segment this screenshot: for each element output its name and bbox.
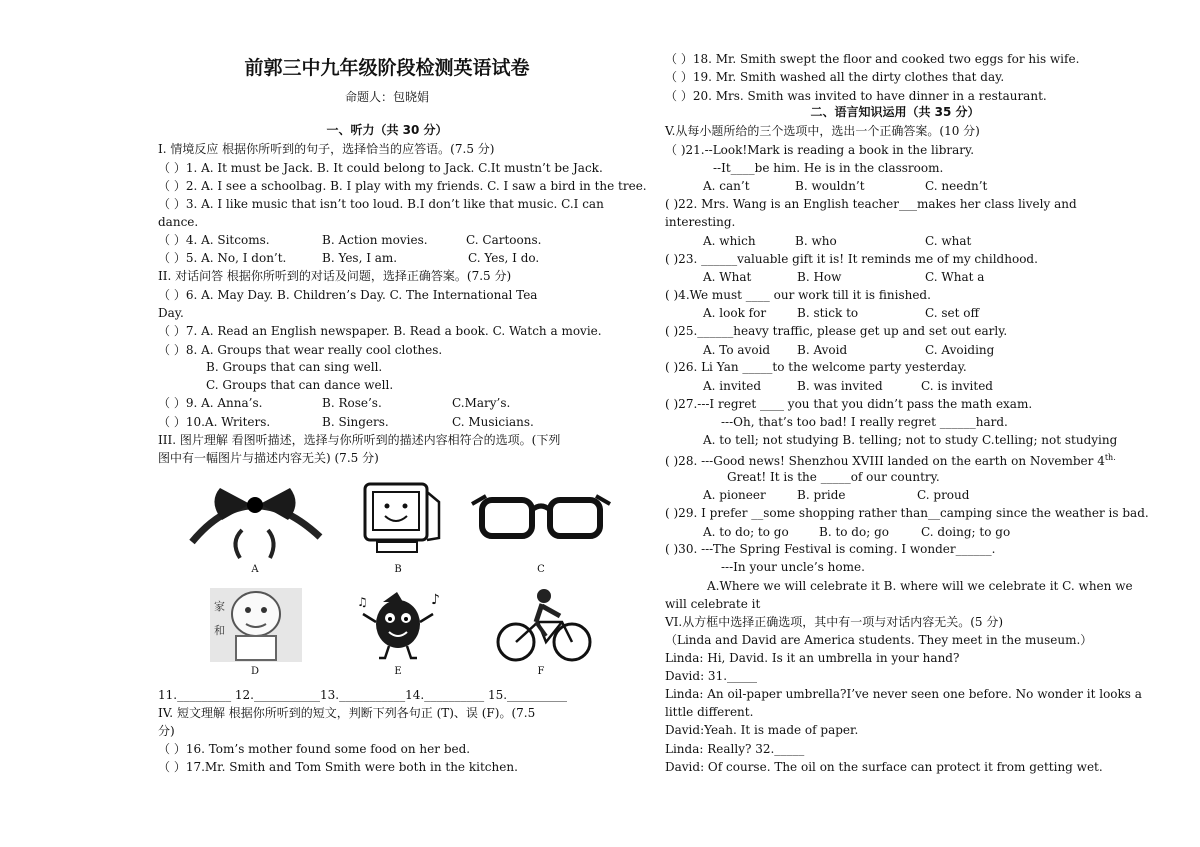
question-18: （ ）18. Mr. Smith swept the floor and cooked two eggs for his wife. [665, 52, 1080, 66]
section4-heading: IV. 短文理解 根据你所听到的短文，判断下列各句正 (T)、误 (F)。(7.5 [158, 706, 536, 720]
question-30-options-cont: will celebrate it [665, 597, 761, 611]
question-28: ( )28. ---Good news! Shenzhou XVIII landed on the earth on November $4^{th.}$ [665, 453, 1116, 468]
question-8-option-b: B. Groups that can sing well. [206, 360, 383, 374]
section1-heading: I. 情境反应 根据你所听到的句子，选择恰当的应答语。(7.5 分) [158, 142, 495, 156]
question-22: ( )22. Mrs. Wang is an English teacher___makes her class lively and [665, 197, 1077, 211]
part2-heading: 二、语言知识运用（共 35 分） [810, 105, 980, 119]
section3-heading: III. 图片理解 看图听描述，选择与你所听到的描述内容相符合的选项。(下列 [158, 433, 561, 447]
question-26: ( )26. Li Yan _____to the welcome party yesterday. [665, 360, 967, 374]
question-30-cont: ---In your uncle’s home. [721, 560, 865, 574]
question-3-cont: dance. [158, 215, 199, 229]
section3-heading-cont: 图中有一幅图片与描述内容无关) (7.5 分) [158, 451, 379, 465]
computer-monitor-icon [323, 482, 473, 564]
question-27: ( )27.---I regret ____ you that you didn’t pass the math exam. [665, 397, 1033, 411]
picture-b [323, 482, 473, 580]
dialogue-line-3: Linda: An oil-paper umbrella?I’ve never seen one before. No wonder it looks a [665, 687, 1142, 701]
question-20: （ ）20. Mrs. Smith was invited to have dinner in a restaurant. [665, 89, 1047, 103]
dialogue-line-6: David: Of course. The oil on the surface can protect it from getting wet. [665, 760, 1103, 774]
picture-grid [158, 474, 638, 684]
glasses-icon [466, 482, 616, 564]
question-8-option-c: C. Groups that can dance well. [206, 378, 394, 392]
svg-text:♪: ♪ [431, 592, 440, 608]
dialogue-intro: （Linda and David are America students. They meet in the museum.） [665, 633, 1093, 647]
question-19: （ ）19. Mr. Smith washed all the dirty clothes that day. [665, 70, 1005, 84]
picture-f-label: F [537, 666, 545, 677]
dialogue-line-5: Linda: Really? 32._____ [665, 742, 805, 756]
question-8: （ ）8. A. Groups that wear really cool clothes. [158, 343, 443, 357]
question-3: （ ）3. A. I like music that isn’t too loud. B.I don’t like that music. C.I can [158, 197, 604, 211]
family-drawing-icon [180, 584, 330, 666]
picture-b-label: B [394, 564, 402, 575]
question-28-cont: Great! It is the _____of our country. [727, 470, 940, 484]
section6-heading: VI.从方框中选择正确选项，其中有一项与对话内容无关。(5 分) [665, 615, 1004, 629]
cyclist-icon [466, 584, 616, 666]
question-27-cont: ---Oh, that’s too bad! I really regret ______hard. [721, 415, 1008, 429]
question-1: （ ）1. A. It must be Jack. B. It could belong to Jack. C.It mustn’t be Jack. [158, 161, 603, 175]
section4-heading-cont: 分) [158, 724, 175, 738]
question-30-options: A.Where we will celebrate it B. where will we celebrate it C. when we [707, 579, 1133, 593]
picture-a-label: A [251, 564, 259, 575]
question-17: （ ）17.Mr. Smith and Tom Smith were both in the kitchen. [158, 760, 518, 774]
author-line: 命题人：包晓娟 [344, 90, 429, 104]
question-7: （ ）7. A. Read an English newspaper. B. Read a book. C. Watch a movie. [158, 324, 602, 338]
picture-f [466, 584, 616, 682]
dialogue-line-3-cont: little different. [665, 705, 754, 719]
answer-blanks-11-15: 11._________ 12.___________13.___________14.__________ 15.__________ [158, 688, 568, 702]
svg-text:♫: ♫ [357, 595, 368, 609]
picture-d-label: D [250, 666, 260, 677]
page-title: 前郭三中九年级阶段检测英语试卷 [244, 57, 530, 79]
picture-e [323, 584, 473, 682]
question-2: （ ）2. A. I see a schoolbag. B. I play with my friends. C. I saw a bird in the tree. [158, 179, 647, 193]
dialogue-line-4: David:Yeah. It is made of paper. [665, 723, 859, 737]
hair-bow-icon [180, 482, 330, 564]
picture-c-label: C [537, 564, 545, 575]
question-27-options: A. to tell; not studying B. telling; not to study C.telling; not studying [703, 433, 1118, 447]
question-6: （ ）6. A. May Day. B. Children’s Day. C. The International Tea [158, 288, 538, 302]
svg-text:和: 和 [214, 624, 225, 637]
question-21: （ )21.--Look!Mark is reading a book in the library. [665, 143, 975, 157]
part1-heading: 一、听力（共 30 分） [326, 123, 448, 137]
dialogue-line-2: David: 31._____ [665, 669, 758, 683]
picture-d [180, 584, 330, 682]
question-30: ( )30. ---The Spring Festival is coming. I wonder______. [665, 542, 996, 556]
question-23: ( )23. ______valuable gift it is! It reminds me of my childhood. [665, 252, 1038, 266]
picture-c [466, 482, 616, 580]
dialogue-line-1: Linda: Hi, David. Is it an umbrella in your hand? [665, 651, 960, 665]
question-16: （ ）16. Tom’s mother found some food on her bed. [158, 742, 471, 756]
question-24: ( )4.We must ____ our work till it is finished. [665, 288, 931, 302]
picture-a [180, 482, 330, 580]
music-note-character-icon [323, 584, 473, 666]
question-21-cont: --It____be him. He is in the classroom. [713, 161, 944, 175]
picture-e-label: E [394, 666, 402, 677]
section2-heading: II. 对话问答 根据你所听到的对话及问题，选择正确答案。(7.5 分) [158, 269, 512, 283]
question-6-cont: Day. [158, 306, 184, 320]
question-29: ( )29. I prefer __some shopping rather than__camping since the weather is bad. [665, 506, 1149, 520]
question-25: ( )25.______heavy traffic, please get up and set out early. [665, 324, 1008, 338]
question-22-cont: interesting. [665, 215, 736, 229]
section5-heading: V.从每小题所给的三个选项中，选出一个正确答案。(10 分) [665, 124, 980, 138]
svg-text:家: 家 [214, 600, 225, 613]
